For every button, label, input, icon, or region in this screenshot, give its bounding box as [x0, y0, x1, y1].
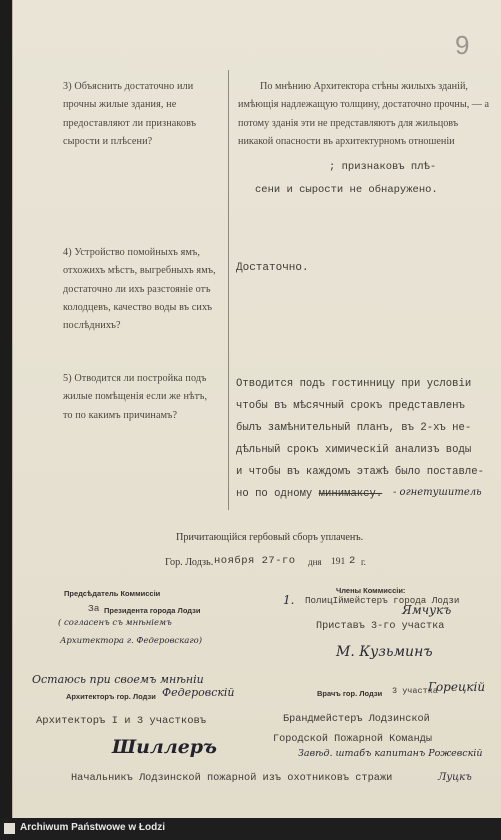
doctor-area-label: 3 участка	[392, 686, 438, 696]
city-architect-label: Архитекторъ гор. Лодзи	[66, 692, 156, 701]
doctor-signature: Горецкій	[428, 680, 486, 694]
answer-5-line-1: Отводится подъ гостинницу при условіи	[236, 378, 472, 390]
president-label: Президента города Лодзи	[104, 606, 201, 615]
fee-statement: Причитающійся гербовый сборъ уплаченъ.	[176, 532, 364, 543]
chairman-label: Предсѣдатель Коммиссіи	[64, 589, 161, 598]
pristav-signature: М. Кузьминъ	[336, 644, 433, 660]
fire-chief-label-line-2: Городской Пожарной Команды	[273, 734, 432, 745]
archive-logo-icon	[4, 823, 15, 834]
handwritten-note-line-1: ( согласенъ съ мнѣніемъ	[58, 618, 172, 628]
answer-3-printed: По мнѣнию Архитектора стѣны жилыхъ зданій, имѣющія надлежащую толщину, достаточно прочны, — а потому зданія эти не представляютъ для жильцовъ никакой опасности въ архитектурномъ отношеніи	[238, 81, 490, 147]
answer-5-line-2: чтобы въ мѣсячный срокъ представленъ	[236, 400, 465, 412]
volunteer-chief-label: Начальникъ Лодзинской пожарной изъ охотниковъ стражи	[71, 772, 393, 784]
fire-chief-signature: Завѣд. штабъ капитанъ Рожевскій	[298, 748, 483, 759]
question-3: 3) Объяснить достаточно или прочны жилые здания, не предоставляют ли признаковъ сырости и плѣсени?	[63, 81, 197, 147]
handwritten-remain-note: Остаюсь при своемъ мнѣніи	[32, 673, 204, 686]
members-label: Члены Коммиссіи:	[336, 586, 406, 595]
city-architect-signature: Федеровскій	[162, 686, 235, 699]
answer-4: Достаточно.	[236, 262, 309, 274]
column-divider	[228, 70, 229, 510]
pristav-label: Приставъ 3-го участка	[316, 621, 445, 632]
date-city: Гор. Лодзь.	[165, 557, 214, 568]
za-label: За	[88, 603, 100, 614]
question-5: 5) Отводится ли постройка подъ жилые помѣщенія если же нѣтъ, то по какимъ причинамъ?	[63, 373, 208, 421]
answer-5-line-6	[236, 488, 382, 500]
answer-3-typed-line-1: ; признаковъ плѣ-	[329, 161, 437, 173]
police-chief-label: ПолицІймейстеръ города Лодзи	[305, 595, 460, 606]
volunteer-chief-signature: Луцкъ	[438, 772, 472, 783]
areas-architect-signature: Шиллеръ	[112, 736, 217, 758]
date-year-prefix: 191	[331, 557, 346, 567]
answer-5-line-4: дѣльный срокъ химическій анализъ воды	[236, 444, 472, 456]
answer-5-line-3: былъ замѣнительный планъ, въ 2-хъ не-	[236, 422, 472, 434]
answer-5-struck: минимаксу.	[318, 488, 383, 500]
page-number: 9	[455, 30, 470, 60]
date-year-suffix: г.	[361, 557, 366, 567]
date-year-digit: 2	[349, 555, 356, 567]
answer-5-line-5: и чтобы въ каждомъ этажѣ было поставле-	[236, 466, 484, 478]
answer-5-typed: но по одному	[236, 488, 313, 500]
question-4: 4) Устройство помойныхъ ямъ, отхожихъ мѣстъ, выгребныхъ ямъ, достаточно ли ихъ разстояніе отъ колодцевъ, качество воды въ сихъ послѣднихъ?	[63, 247, 216, 332]
handwritten-note-line-2: Архитектора г. Федеровскаго)	[60, 636, 203, 646]
member-number-mark: 1.	[283, 593, 295, 607]
date-day-month: ноября 27-го	[214, 555, 296, 567]
fire-chief-label-line-1: Брандмейстеръ Лодзинской	[283, 714, 430, 725]
answer-3-typed-line-2: сени и сырости не обнаружено.	[255, 184, 438, 196]
areas-architect-label: Архитекторъ I и 3 участковъ	[36, 715, 207, 727]
archive-name: Archiwum Państwowe w Łodzi	[20, 822, 166, 833]
date-day-word: дня	[308, 557, 322, 567]
archive-footer	[0, 818, 501, 840]
answer-5-handwritten: - огнетушитель	[393, 487, 482, 498]
police-chief-signature: Ямчукъ	[402, 603, 452, 617]
doctor-label: Врачъ гор. Лодзи	[317, 689, 383, 698]
